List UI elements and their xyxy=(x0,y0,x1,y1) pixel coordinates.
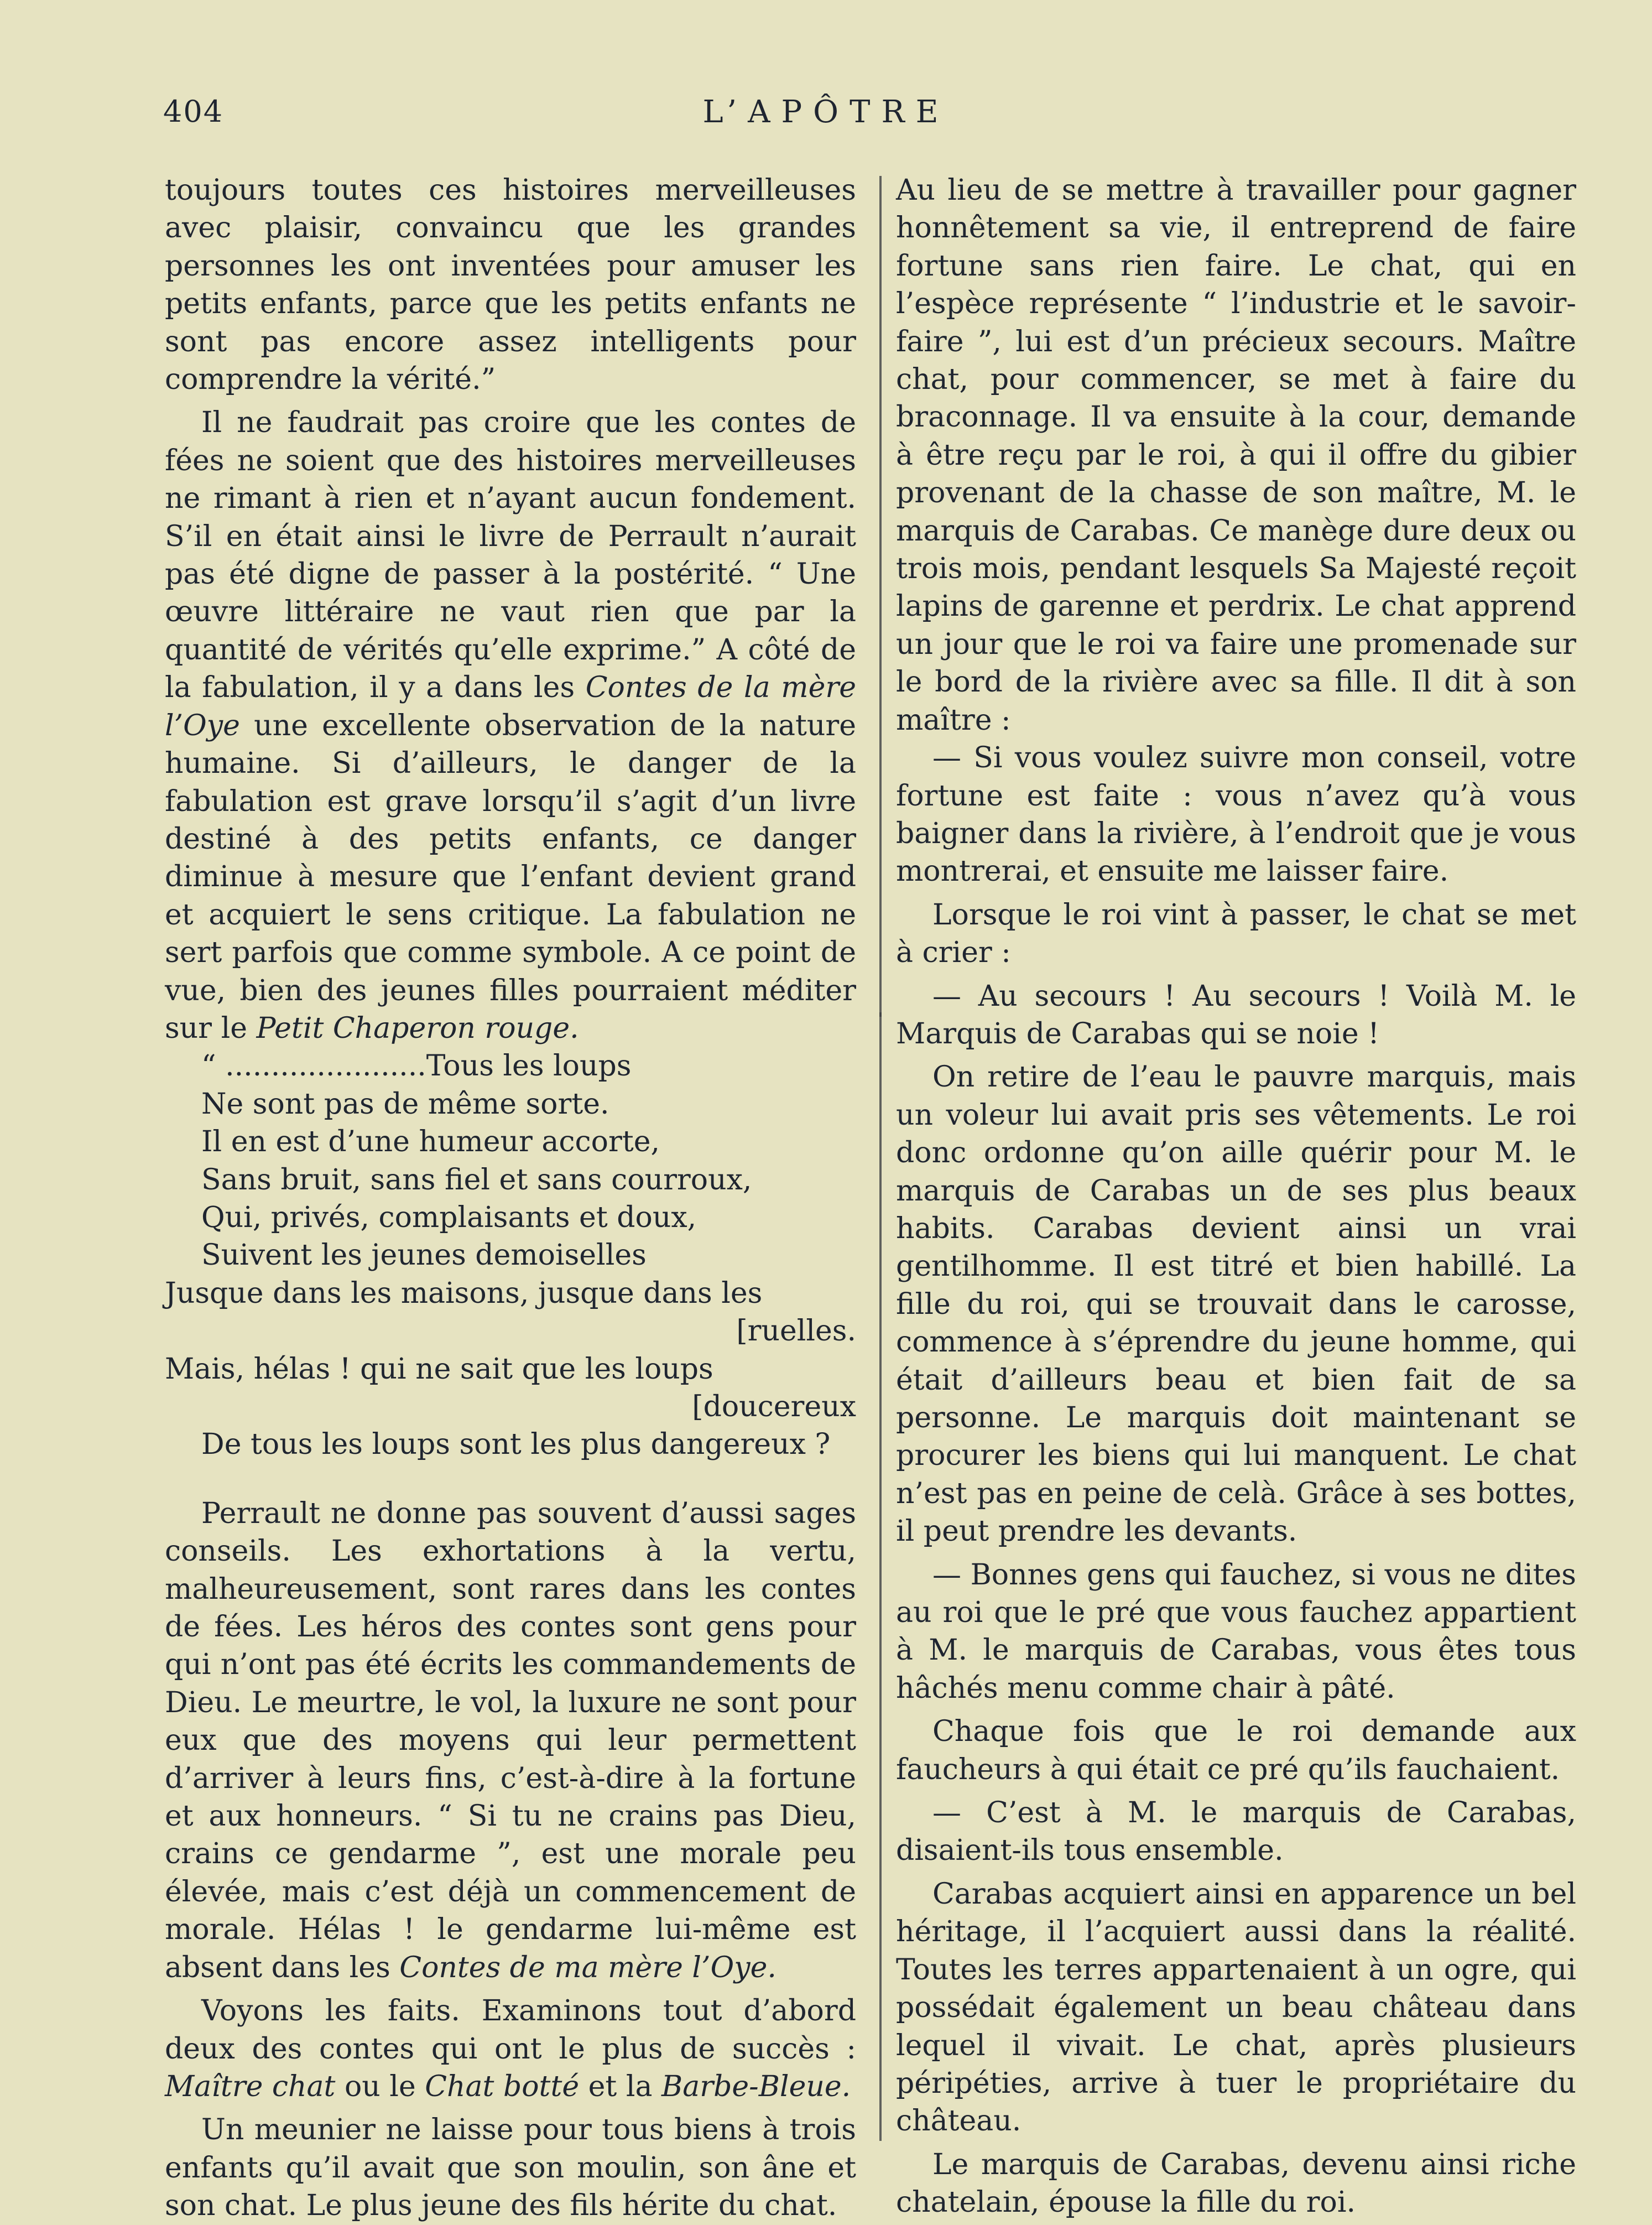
column-divider xyxy=(879,176,882,1017)
paragraph: — Si vous voulez suivre mon conseil, votre fortune est faite : vous n’avez qu’à vous baigner dans la rivière, à l’endroit que je vous montrerai, et ensuite me laisser faire. xyxy=(896,741,1576,888)
verse-line: Sans bruit, sans fiel et sans courroux, xyxy=(201,1163,752,1197)
paragraph: On retire de l’eau le pauvre marquis, mais un voleur lui avait pris ses vêtements. Le roi donc ordonne qu’on aille quérir pour M. le marquis de Carabas un de ses plus beaux habits. Carabas devient ainsi un vrai gentilhomme. Il est titré et bien habillé. La fille du roi, qui se trouvait dans le carosse, commence à s’éprendre du jeune homme, qui était d’ailleurs beau et bien fait de sa personne. Le marquis doit maintenant se procurer les biens qui lui manquent. Le chat n’est pas en peine de celà. Grâce à ses bottes, il peut prendre les devants. xyxy=(896,1060,1576,1548)
paragraph: Chaque fois que le roi demande aux faucheurs à qui était ce pré qu’ils fauchaient. xyxy=(896,1715,1576,1786)
paragraph: Un meunier ne laisse pour tous biens à trois enfants qu’il avait que son moulin, son âne et son chat. Le plus jeune des fils hérite du chat. xyxy=(165,2113,856,2223)
verse-line: Mais, hélas ! qui ne sait que les loups xyxy=(165,1352,713,1386)
paragraph: Il ne faudrait pas croire que les contes de fées ne soient que des histoires merveilleuses ne rimant à rien et n’ayant aucun fondement. S’il en était ainsi le livre de Perrault n’aurait pas été digne de passer à la postérité. “ Une œuvre littéraire ne vaut rien que par la quantité de vérités qu’elle exprime.” A côté de la fabulation, il y a dans les Contes de la mère l’Oye une excellente observation de la nature humaine. Si d’ailleurs, le danger de la fabulation est grave lorsqu’il s’agit d’un livre destiné à des petits enfants, ce danger diminue à mesure que l’enfant devient grand et acquiert le sens critique. La fabulation ne sert parfois que comme symbole. A ce point de vue, bien des jeunes filles pourraient méditer sur le Petit Chaperon rouge. xyxy=(165,406,857,1045)
verse-continuation: [ruelles. xyxy=(736,1314,856,1348)
verse-line: De tous les loups sont les plus dangereux ? xyxy=(201,1428,831,1462)
verse-line: Jusque dans les maisons, jusque dans les xyxy=(165,1276,763,1310)
paragraph: toujours toutes ces histoires merveilleuses avec plaisir, convaincu que les grandes personnes les ont inventées pour amuser les petits enfants, parce que les petits enfants ne sont pas encore assez intelligents pour comprendre la vérité.” xyxy=(165,174,856,397)
page-header xyxy=(0,94,1652,138)
paragraph: — Bonnes gens qui fauchez, si vous ne dites au roi que le pré que vous fauchez appartient à M. le marquis de Carabas, vous êtes tous hâchés menu comme chair à pâté. xyxy=(896,1558,1576,1705)
paragraph: Perrault ne donne pas souvent d’aussi sages conseils. Les exhortations à la vertu, malheureusement, sont rares dans les contes de fées. Les héros des contes sont gens pour qui n’ont pas été écrits les commandements de Dieu. Le meurtre, le vol, la luxure ne sont pour eux que des moyens qui leur permettent d’arriver à leurs fins, c’est-à-dire à la fortune et aux honneurs. “ Si tu ne crains pas Dieu, crains ce gendarme ”, est une morale peu élevée, mais c’est déjà un commencement de morale. Hélas ! le gendarme lui-même est absent dans les Contes de ma mère l’Oye. xyxy=(165,1496,856,1984)
running-title: L’APÔTRE xyxy=(702,94,950,130)
paragraph: Au lieu de se mettre à travailler pour gagner honnêtement sa vie, il entreprend de faire fortune sans rien faire. Le chat, qui en l’espèce représente “ l’industrie et le savoir-faire ”, lui est d’un précieux secours. Maître chat, pour commencer, se met à faire du braconnage. Il va ensuite à la cour, demande à être reçu par le roi, à qui il offre du gibier provenant de la chasse de son maître, M. le marquis de Carabas. Ce manège dure deux ou trois mois, pendant lesquels Sa Majesté reçoit lapins de garenne et perdrix. Le chat apprend un jour que le roi va faire une promenade sur le bord de la rivière avec sa fille. Il dit à son maître : xyxy=(896,174,1576,737)
paragraph: Le marquis de Carabas, devenu ainsi riche chatelain, épouse la fille du roi. xyxy=(896,2148,1576,2219)
paragraph: — C’est à M. le marquis de Carabas, disaient-ils tous ensemble. xyxy=(896,1796,1576,1868)
verse-line: “ ......................Tous les loups xyxy=(201,1049,632,1083)
verse-continuation: [doucereux xyxy=(692,1390,856,1423)
right-column xyxy=(896,171,1576,2222)
verse-line: Il en est d’une humeur accorte, xyxy=(201,1125,660,1159)
verse-line: Suivent les jeunes demoiselles xyxy=(201,1239,647,1272)
verse-line: Ne sont pas de même sorte. xyxy=(201,1087,609,1121)
verse-line: Qui, privés, complaisants et doux, xyxy=(201,1200,697,1234)
column-divider xyxy=(879,1012,882,2141)
poem-quote xyxy=(165,1047,856,1463)
paragraph: Carabas acquiert ainsi en apparence un bel héritage, il l’acquiert aussi dans la réalité. Toutes les terres appartenaient à un ogre, qui possédait également un beau château dans lequel il vivait. Le chat, après plusieurs péripéties, arrive à tuer le propriétaire du château. xyxy=(896,1877,1576,2138)
paragraph: Lorsque le roi vint à passer, le chat se met à crier : xyxy=(896,898,1576,970)
left-column xyxy=(165,171,856,2225)
page-number: 404 xyxy=(163,94,224,129)
paragraph: Voyons les faits. Examinons tout d’abord deux des contes qui ont le plus de succès : Maître chat ou le Chat botté et la Barbe-Bleue. xyxy=(165,1994,856,2103)
paragraph: — Au secours ! Au secours ! Voilà M. le Marquis de Carabas qui se noie ! xyxy=(896,979,1576,1051)
